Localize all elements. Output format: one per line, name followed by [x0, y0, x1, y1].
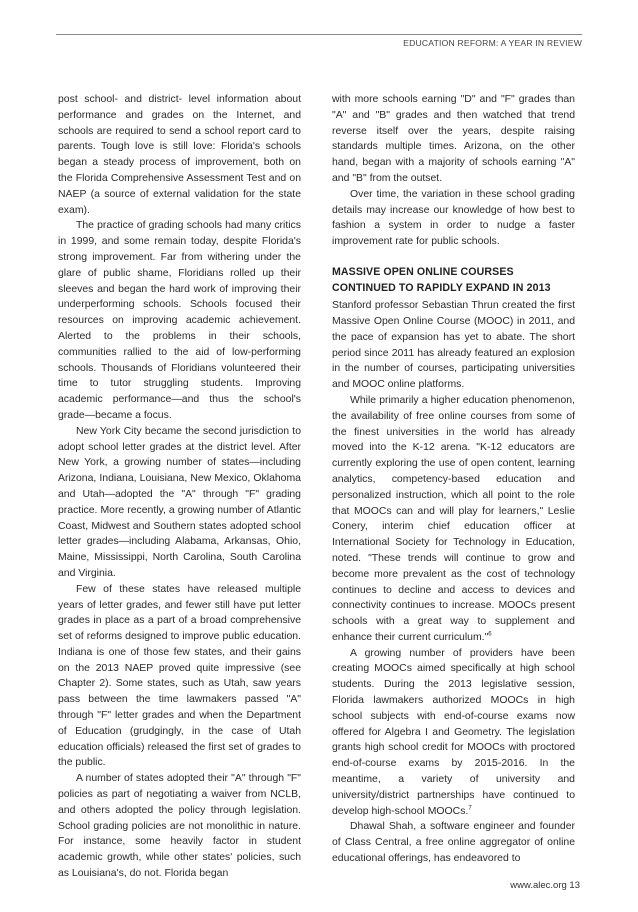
- footnote-marker: 7: [468, 805, 472, 812]
- left-column: [58, 92, 301, 882]
- right-column: [332, 92, 575, 867]
- paragraph: Dhawal Shah, a software engineer and founder of Class Central, a free online aggregator of online educational offerings, has endeavored to: [332, 821, 575, 865]
- paragraph: The practice of grading schools had many critics in 1999, and some remain today, despite Florida's strong improvement. Far from withering under the glare of public shame, Floridians rolled up their sleeves and began the hard work of improving their underperforming schools. Schools focused their resources on improving academic achievement. Alerted to the problems in their schools, communities rallied to the aid of low-performing schools. Thousands of Floridians volunteered their time to tutor struggling students. Improving academic performance—and thus the school's grade—became a focus.: [58, 220, 301, 421]
- paragraph-text: While primarily a higher education phenomenon, the availability of free online courses from some of the finest universities in the world has already moved into the K-12 arena. "K-12 educators are currently exploring the use of open content, learning analytics, competency-based education and personalized instruction, which all point to the role that MOOCs can and will play for learners," Leslie Conery, interim chief education officer at International Society for Technology in Education, noted. "These trends will continue to grow and become more prevalent as the cost of technology continues to decline and access to devices and connectivity continues to increase. MOOCs present schools with a great way to supplement and enhance their current curriculum.": [332, 394, 575, 643]
- section-heading: MASSIVE OPEN ONLINE COURSES CONTINUED TO RAPIDLY EXPAND IN 2013: [332, 265, 551, 294]
- paragraph: A number of states adopted their "A" through "F" policies as part of negotiating a waiver from NCLB, and others adopted the policy through legislation. School grading policies are not monolithic in nature. For instance, some heavily factor in student academic growth, while other states' policies, such as Louisiana's, do not. Florida began: [58, 773, 301, 880]
- paragraph: Over time, the variation in these school grading details may increase our knowledge of how best to fashion a system in order to nudge a faster improvement rate for public schools.: [332, 188, 575, 248]
- paragraph: with more schools earning "D" and "F" grades than "A" and "B" grades and then watched that trend reverse itself over the years, despite raising standards multiple times. Arizona, on the other hand, began with a majority of schools earning "A" and "B" from the outset.: [332, 94, 575, 184]
- paragraph: post school- and district- level information about performance and grades on the Internet, and schools are required to send a school report card to parents. Tough love is still love: Florida's schools began a steady process of improvement, both on the Florida Comprehensive Assessment Test and on NAEP (a source of external validation for the state exam).: [58, 94, 301, 216]
- paragraph: Few of these states have released multiple years of letter grades, and fewer still have put letter grades in place as a part of a broad comprehensive set of reforms designed to improve public education. Indiana is one of those few states, and their gains on the 2013 NAEP proved quite impressive (see Chapter 2). Some states, such as Utah, saw years pass between the time lawmakers passed "A" through "F" letter grades and when the Department of Education (grudgingly, in the case of Utah education officials) released the first set of grades to the public.: [58, 583, 301, 769]
- paragraph: [332, 646, 575, 820]
- running-head: EDUCATION REFORM: A YEAR IN REVIEW: [403, 38, 582, 48]
- paragraph: Stanford professor Sebastian Thrun created the first Massive Open Online Course (MOOC) in 2011, and the pace of expansion has yet to abate. The short period since 2011 has already featured an explosion in the number of courses, participating universities and MOOC online platforms.: [332, 300, 575, 391]
- paragraph: New York City became the second jurisdiction to adopt school letter grades at the district level. After New York, a growing number of states—including Arizona, Indiana, Louisiana, New Mexico, Oklahoma and Utah—adopted the "A" through "F" grading practice. More recently, a growing number of Atlantic Coast, Midwest and Southern states adopted school letter grades—including Alabama, Arkansas, Ohio, Maine, Mississippi, North Carolina, South Carolina and Virginia.: [58, 425, 301, 579]
- header-rule: [56, 34, 582, 35]
- paragraph: [332, 393, 575, 646]
- page-footer: www.alec.org 13: [510, 880, 580, 891]
- footnote-marker: 6: [488, 631, 492, 638]
- paragraph-text: A growing number of providers have been creating MOOCs aimed specifically at high school students. During the 2013 legislative session, Florida lawmakers authorized MOOCs in high school subjects with end-of-course exams now offered for Algebra I and Geometry. The legislation grants high school credit for MOOCs with proctored end-of-course exams by 2015-2016. In the meantime, a variety of university and university/district partnerships have continued to develop high-school MOOCs.: [332, 647, 575, 817]
